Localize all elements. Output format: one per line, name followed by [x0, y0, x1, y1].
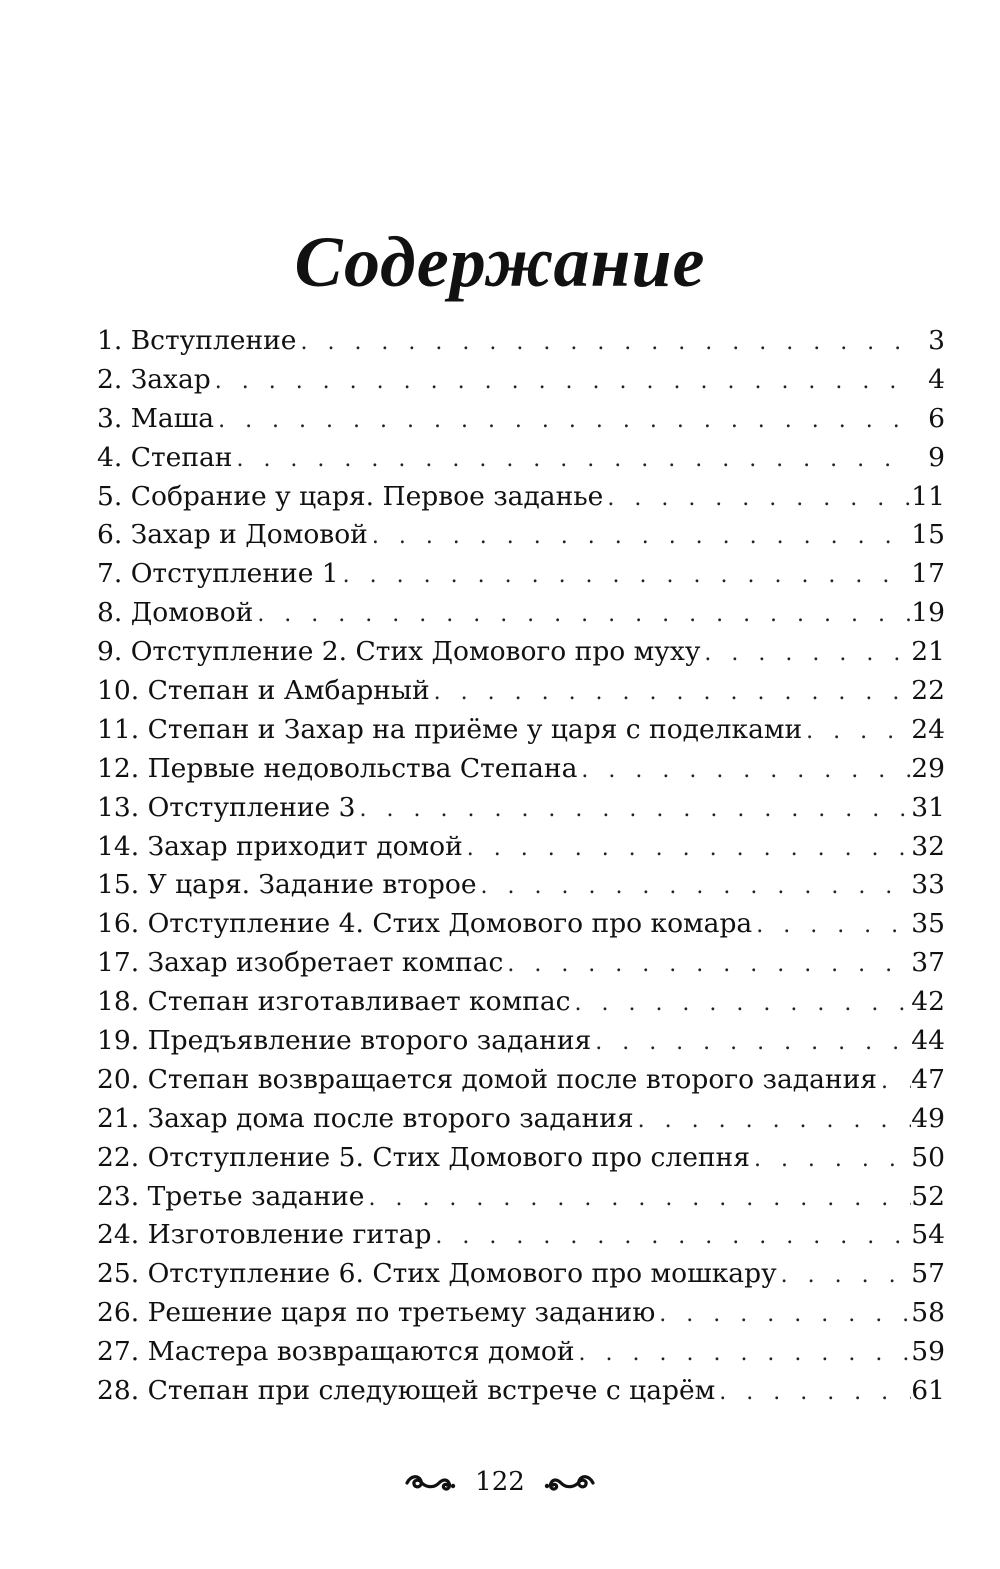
toc-entry-page: 9 — [928, 441, 945, 473]
toc-entry — [97, 1372, 945, 1411]
toc-entry-page: 21 — [911, 636, 945, 668]
toc-entry — [97, 594, 945, 633]
toc-entry — [97, 1178, 945, 1217]
toc-entry — [97, 944, 945, 983]
toc-entry-page: 59 — [911, 1336, 945, 1368]
toc-entry-title: 3. Маша — [97, 402, 215, 434]
toc-entry-page: 22 — [911, 675, 945, 707]
toc-entry-title: 18. Степан изготавливает компас — [97, 986, 571, 1018]
toc-entry-page: 15 — [911, 519, 945, 551]
toc-entry-page: 24 — [911, 713, 945, 745]
toc-entry-title: 16. Отступление 4. Стих Домового про комара — [97, 908, 753, 940]
dot-leader — [806, 713, 911, 752]
toc-entry — [97, 866, 945, 905]
flourish-right-icon — [543, 1469, 597, 1495]
toc-entry — [97, 672, 945, 711]
dot-leader — [881, 1063, 911, 1102]
toc-entry-title: 23. Третье задание — [97, 1180, 365, 1212]
toc-entry — [97, 828, 945, 867]
table-of-contents — [97, 322, 945, 1411]
toc-entry-title: 24. Изготовление гитар — [97, 1219, 432, 1251]
toc-entry-title: 17. Захар изобретает компас — [97, 947, 504, 979]
page-number: 122 — [475, 1467, 525, 1497]
toc-entry — [97, 1100, 945, 1139]
dot-leader — [257, 596, 911, 635]
dot-leader — [218, 402, 913, 441]
toc-entry-title: 26. Решение царя по третьему заданию — [97, 1297, 656, 1329]
dot-leader — [467, 830, 912, 869]
toc-entry — [97, 1139, 945, 1178]
toc-entry-page: 31 — [911, 791, 945, 823]
toc-entry-title: 27. Мастера возвращаются домой — [97, 1336, 575, 1368]
toc-entry-title: 15. У царя. Задание второе — [97, 869, 477, 901]
toc-entry-page: 42 — [911, 986, 945, 1018]
dot-leader — [343, 557, 912, 596]
dot-leader — [300, 324, 913, 363]
dot-leader — [215, 363, 913, 402]
toc-entry — [97, 711, 945, 750]
toc-entry — [97, 478, 945, 517]
toc-entry — [97, 750, 945, 789]
dot-leader — [581, 752, 911, 791]
toc-entry-title: 28. Степан при следующей встрече с царём — [97, 1375, 716, 1407]
toc-entry-page: 32 — [911, 830, 945, 862]
dot-leader — [507, 946, 911, 985]
dot-leader — [704, 635, 911, 674]
dot-leader — [719, 1374, 911, 1413]
toc-entry-page: 4 — [928, 363, 945, 395]
toc-entry-page: 52 — [911, 1180, 945, 1212]
toc-entry — [97, 439, 945, 478]
toc-entry-title: 12. Первые недовольства Степана — [97, 752, 578, 784]
toc-entry-page: 58 — [911, 1297, 945, 1329]
toc-entry — [97, 1061, 945, 1100]
toc-entry-page: 35 — [911, 908, 945, 940]
toc-entry — [97, 1255, 945, 1294]
dot-leader — [781, 1257, 912, 1296]
toc-entry — [97, 361, 945, 400]
toc-entry — [97, 1216, 945, 1255]
toc-entry — [97, 322, 945, 361]
dot-leader — [607, 480, 911, 519]
toc-entry-page: 17 — [911, 558, 945, 590]
toc-entry-page: 57 — [911, 1258, 945, 1290]
dot-leader — [638, 1102, 912, 1141]
toc-entry-title: 10. Степан и Амбарный — [97, 675, 430, 707]
toc-entry-title: 5. Собрание у царя. Первое заданье — [97, 480, 604, 512]
toc-entry — [97, 983, 945, 1022]
toc-entry-title: 1. Вступление — [97, 325, 297, 356]
dot-leader — [236, 441, 913, 480]
toc-entry-page: 47 — [911, 1063, 945, 1095]
toc-entry-title: 8. Домовой — [97, 597, 254, 629]
toc-entry-title: 6. Захар и Домовой — [97, 519, 368, 551]
toc-entry-title: 19. Предъявление второго задания — [97, 1025, 592, 1057]
toc-entry-page: 54 — [911, 1219, 945, 1251]
toc-entry — [97, 633, 945, 672]
dot-leader — [595, 1024, 911, 1063]
toc-entry-title: 25. Отступление 6. Стих Домового про мошкару — [97, 1258, 777, 1290]
toc-entry-title: 9. Отступление 2. Стих Домового про муху — [97, 636, 701, 668]
toc-entry-page: 6 — [928, 402, 945, 434]
toc-entry — [97, 1022, 945, 1061]
toc-entry — [97, 516, 945, 555]
toc-entry-page: 44 — [911, 1025, 945, 1057]
toc-entry — [97, 555, 945, 594]
toc-entry-page: 50 — [911, 1141, 945, 1173]
toc-entry-page: 3 — [928, 325, 945, 356]
toc-entry-title: 2. Захар — [97, 363, 211, 395]
toc-entry — [97, 905, 945, 944]
toc-entry — [97, 1294, 945, 1333]
page-title: Содержание — [294, 222, 706, 302]
dot-leader — [579, 1335, 912, 1374]
toc-entry-title: 11. Степан и Захар на приёме у царя с поделками — [97, 713, 803, 745]
dot-leader — [481, 868, 912, 907]
dot-leader — [659, 1296, 911, 1335]
flourish-left-icon — [403, 1469, 457, 1495]
toc-entry-title: 20. Степан возвращается домой после второго задания — [97, 1063, 877, 1095]
toc-entry-title: 13. Отступление 3 — [97, 791, 356, 823]
toc-entry-page: 61 — [911, 1375, 945, 1407]
dot-leader — [756, 907, 911, 946]
dot-leader — [368, 1180, 911, 1219]
toc-entry-title: 4. Степан — [97, 441, 233, 473]
toc-entry-page: 29 — [911, 752, 945, 784]
toc-entry-title: 21. Захар дома после второго задания — [97, 1102, 634, 1134]
toc-entry-title: 14. Захар приходит домой — [97, 830, 463, 862]
dot-leader — [360, 791, 912, 830]
dot-leader — [434, 674, 912, 713]
dot-leader — [372, 518, 911, 557]
toc-entry — [97, 400, 945, 439]
toc-entry — [97, 789, 945, 828]
page-footer — [0, 1462, 1000, 1502]
dot-leader — [754, 1141, 911, 1180]
toc-entry — [97, 1333, 945, 1372]
toc-entry-page: 37 — [911, 947, 945, 979]
toc-entry-title: 22. Отступление 5. Стих Домового про слепня — [97, 1141, 750, 1173]
toc-entry-page: 49 — [911, 1102, 945, 1134]
toc-entry-page: 11 — [911, 480, 945, 512]
dot-leader — [435, 1218, 911, 1257]
toc-entry-page: 33 — [911, 869, 945, 901]
toc-entry-title: 7. Отступление 1 — [97, 558, 339, 590]
toc-entry-page: 19 — [911, 597, 945, 629]
dot-leader — [574, 985, 911, 1024]
